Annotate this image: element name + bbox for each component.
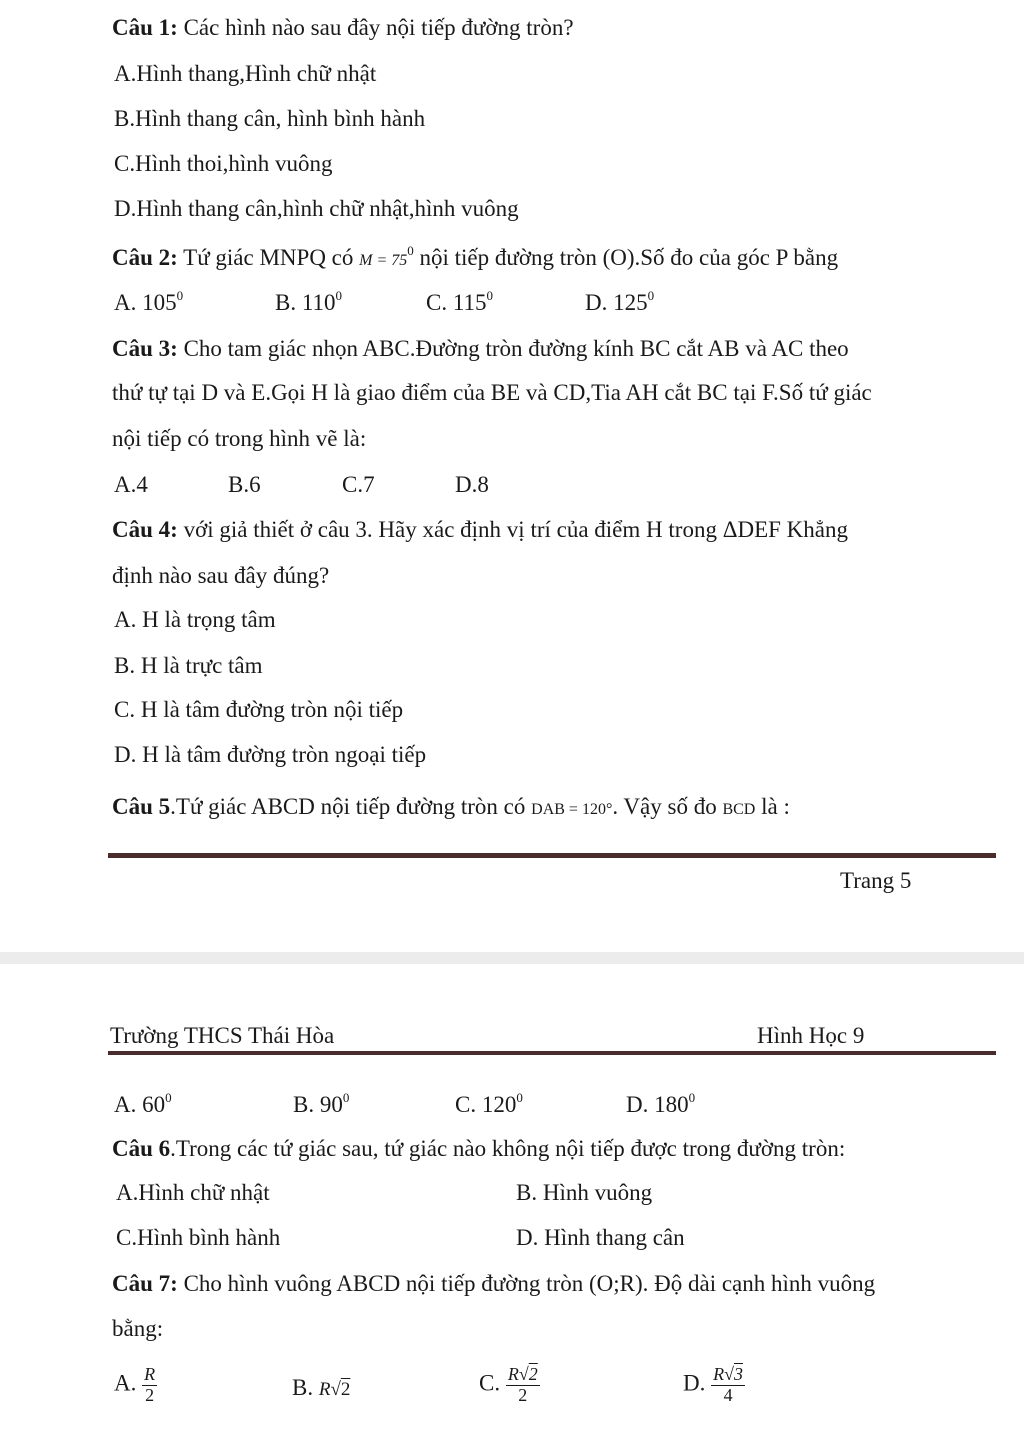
question-1-number: Câu 1: [112,15,178,40]
question-4-stem: Câu 4: với giả thiết ở câu 3. Hãy xác định vị trí của điểm H trong ΔDEF Khẳng [112,517,849,542]
question-7-stem: Câu 7: Cho hình vuông ABCD nội tiếp đường tròn (O;R). Độ dài cạnh hình vuông [112,1271,876,1296]
q4-option-c: C. H là tâm đường tròn nội tiếp [114,697,404,722]
question-2-number: Câu 2: [112,245,178,270]
question-1-stem: Câu 1: Các hình nào sau đây nội tiếp đường tròn? [112,15,574,40]
question-3-stem: Câu 3: Cho tam giác nhọn ABC.Đường tròn đường kính BC cắt AB và AC theo [112,336,849,361]
q3-option-d: D.8 [455,472,489,497]
q3-option-a: A.4 [114,472,148,497]
subject-title: Hình Học 9 [757,1023,865,1048]
page-separator [0,952,1024,964]
q5-option-d: D. $180^0$ [626,1090,696,1117]
question-6-number: Câu 6 [112,1136,171,1161]
q1-option-d: D.Hình thang cân,hình chữ nhật,hình vuông [114,196,519,221]
question-5-stem: Câu 5.Tứ giác ABCD nội tiếp đường tròn có DAB = 120°. Vậy số đo BCD là : [112,794,790,819]
question-7-line-2: bằng: [112,1316,164,1341]
q2-option-c: C. $115^0$ [426,288,493,315]
q2-option-a: A. $105^0$ [114,288,184,315]
q5-option-b: B. $90^0$ [293,1090,350,1117]
question-2-stem: Câu 2: Tứ giác MNPQ có $M = 75^0$ nội tiếp đường tròn (O).Số đo của góc P bằng [112,243,839,270]
footer-rule [108,853,996,858]
q6-option-d: D. Hình thang cân [516,1225,685,1250]
q7-option-d: D. $\frac{R√3}{4}$ [683,1364,744,1405]
q4-option-d: D. H là tâm đường tròn ngoại tiếp [114,742,427,767]
q6-option-b: B. Hình vuông [516,1180,653,1205]
q6-option-c: C.Hình bình hành [116,1225,281,1250]
question-4-number: Câu 4: [112,517,178,542]
q1-option-a: A.Hình thang,Hình chữ nhật [114,61,377,86]
q1-option-b: B.Hình thang cân, hình bình hành [114,106,426,131]
q2-option-b: B. $110^0$ [275,288,342,315]
question-4-line-2: định nào sau đây đúng? [112,563,330,588]
question-5-number: Câu 5 [112,794,171,819]
q7-option-b: B. R√2 [292,1375,351,1400]
page-number: Trang 5 [840,868,912,893]
q3-option-b: B.6 [228,472,261,497]
q2-option-d: D. $125^0$ [585,288,655,315]
q3-option-c: C.7 [342,472,375,497]
header-rule [108,1051,996,1055]
q5-option-a: A. $60^0$ [114,1090,172,1117]
q7-option-a: A. $\frac{R}{2}$ [114,1364,156,1405]
question-3-line-3: nội tiếp có trong hình vẽ là: [112,426,367,451]
q6-option-a: A.Hình chữ nhật [116,1180,270,1205]
question-7-number: Câu 7: [112,1271,178,1296]
q7-option-c: C. $\frac{R√2}{2}$ [479,1364,538,1405]
school-name: Trường THCS Thái Hòa [110,1023,335,1048]
question-3-line-2: thứ tự tại D và E.Gọi H là giao điểm của BE và CD,Tia AH cắt BC tại F.Số tứ giác [112,380,872,405]
question-6-stem: Câu 6.Trong các tứ giác sau, tứ giác nào không nội tiếp được trong đường tròn: [112,1136,846,1161]
q4-option-a: A. H là trọng tâm [114,607,276,632]
q5-option-c: C. $120^0$ [455,1090,523,1117]
question-3-number: Câu 3: [112,336,178,361]
q1-option-c: C.Hình thoi,hình vuông [114,151,333,176]
q4-option-b: B. H là trực tâm [114,653,263,678]
